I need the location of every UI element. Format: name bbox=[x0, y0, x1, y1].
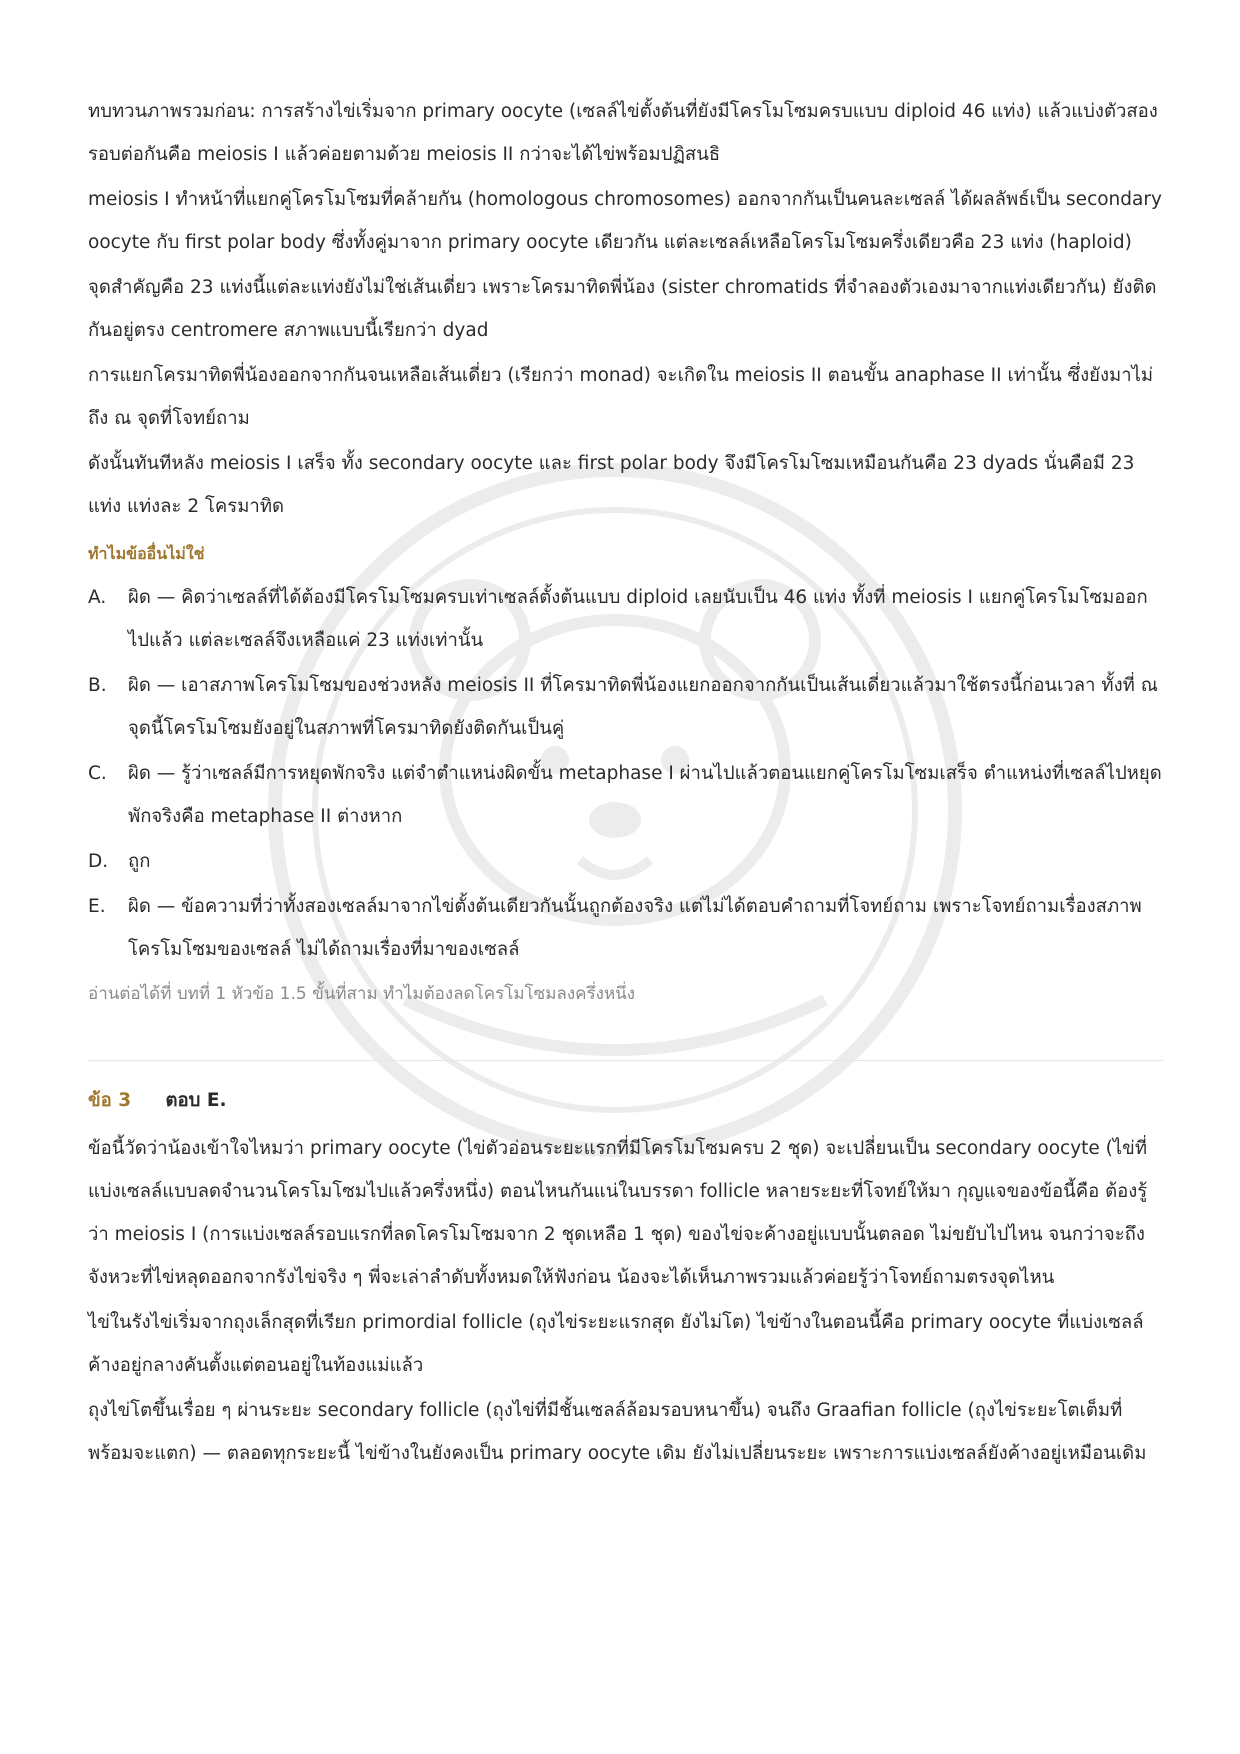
document-body bbox=[88, 90, 1163, 1477]
question-number: ข้อ 3 bbox=[88, 1090, 132, 1111]
intro-section bbox=[88, 90, 1163, 528]
intro-paragraph-2: meiosis I ทำหน้าที่แยกคู่โครโมโซมที่คล้ายกัน (homologous chromosomes) ออกจากกันเป็นคนละเซลล์ ได้ผลลัพธ์เป็น secondary oocyte กับ first polar body ซึ่งทั้งคู่มาจาก primary oocyte เดียวกัน แต่ละเซลล์เหลือโครโมโซมครึ่งเดียวคือ 23 แท่ง (haploid) bbox=[88, 189, 1162, 253]
choice-explanation: ผิด — เอาสภาพโครโมโซมของช่วงหลัง meiosis II ที่โครมาทิดพี่น้องแยกออกจากกันเป็นเส้นเดี่ยวแล้วมาใช้ตรงนี้ก่อนเวลา ทั้งที่ ณ จุดนี้โครโมโซมยังอยู่ในสภาพที่โครมาทิดยังติดกันเป็นคู่ bbox=[128, 675, 1158, 739]
choice-item-b bbox=[88, 664, 1163, 750]
section-divider bbox=[88, 1060, 1163, 1061]
choice-explanation: ถูก bbox=[128, 851, 151, 872]
question-3-explanation bbox=[88, 1127, 1163, 1475]
choice-item-d bbox=[88, 840, 1163, 883]
choice-letter: D. bbox=[88, 851, 109, 872]
question-3-header bbox=[88, 1081, 1163, 1121]
explanation-paragraph-3: ถุงไข่โตขึ้นเรื่อย ๆ ผ่านระยะ secondary follicle (ถุงไข่ที่มีชั้นเซลล์ล้อมรอบหนาขึ้น) จนถึง Graafian follicle (ถุงไข่ระยะโตเต็มที่ พร้อมจะแตก) — ตลอดทุกระยะนี้ ไข่ข้างในยังคงเป็น primary oocyte เดิม ยังไม่เปลี่ยนระยะ เพราะการแบ่งเซลล์ยังค้างอยู่เหมือนเดิม bbox=[88, 1400, 1147, 1464]
choice-item-c bbox=[88, 752, 1163, 838]
explanation-paragraph-1: ข้อนี้วัดว่าน้องเข้าใจไหมว่า primary oocyte (ไข่ตัวอ่อนระยะแรกที่มีโครโมโซมครบ 2 ชุด) จะเปลี่ยนเป็น secondary oocyte (ไข่ที่แบ่งเซลล์แบบลดจำนวนโครโมโซมไปแล้วครึ่งหนึ่ง) ตอนไหนกันแน่ในบรรดา follicle หลายระยะที่โจทย์ให้มา กุญแจของข้อนี้คือ ต้องรู้ว่า meiosis I (การแบ่งเซลล์รอบแรกที่ลดโครโมโซมจาก 2 ชุดเหลือ 1 ชุด) ของไข่จะค้างอยู่แบบนั้นตลอด ไม่ขยับไปไหน จนกว่าจะถึงจังหวะที่ไข่หลุดออกจากรังไข่จริง ๆ พี่จะเล่าลำดับทั้งหมดให้ฟังก่อน น้องจะได้เห็นภาพรวมแล้วค่อยรู้ว่าโจทย์ถามตรงจุดไหน bbox=[88, 1138, 1148, 1288]
intro-paragraph-5: ดังนั้นทันทีหลัง meiosis I เสร็จ ทั้ง secondary oocyte และ first polar body จึงมีโครโมโซมเหมือนกันคือ 23 dyads นั่นคือมี 23 แท่ง แท่งละ 2 โครมาทิด bbox=[88, 453, 1135, 517]
question-answer: ตอบ E. bbox=[165, 1090, 227, 1111]
explanation-paragraph-2: ไข่ในรังไข่เริ่มจากถุงเล็กสุดที่เรียก primordial follicle (ถุงไข่ระยะแรกสุด ยังไม่โต) ไข่ข้างในตอนนี้คือ primary oocyte ที่แบ่งเซลล์ค้างอยู่กลางคันตั้งแต่ตอนอยู่ในท้องแม่แล้ว bbox=[88, 1312, 1144, 1376]
read-more-reference: อ่านต่อได้ที่ บทที่ 1 หัวข้อ 1.5 ขั้นที่สาม ทำไมต้องลดโครโมโซมลงครึ่งหนึ่ง bbox=[88, 984, 636, 1004]
choice-explanation: ผิด — คิดว่าเซลล์ที่ได้ต้องมีโครโมโซมครบเท่าเซลล์ตั้งต้นแบบ diploid เลยนับเป็น 46 แท่ง ทั้งที่ meiosis I แยกคู่โครโมโซมออกไปแล้ว แต่ละเซลล์จึงเหลือแค่ 23 แท่งเท่านั้น bbox=[128, 587, 1148, 651]
choice-item-e bbox=[88, 885, 1163, 971]
choice-explanation: ผิด — ข้อความที่ว่าทั้งสองเซลล์มาจากไข่ตั้งต้นเดียวกันนั้นถูกต้องจริง แต่ไม่ได้ตอบคำถามที่โจทย์ถาม เพราะโจทย์ถามเรื่องสภาพโครโมโซมของเซลล์ ไม่ได้ถามเรื่องที่มาของเซลล์ bbox=[128, 896, 1142, 960]
choice-explanation: ผิด — รู้ว่าเซลล์มีการหยุดพักจริง แต่จำตำแหน่งผิดขั้น metaphase I ผ่านไปแล้วตอนแยกคู่โครโมโซมเสร็จ ตำแหน่งที่เซลล์ไปหยุดพักจริงคือ metaphase II ต่างหาก bbox=[128, 763, 1162, 827]
choice-letter: A. bbox=[88, 587, 107, 608]
choice-item-a bbox=[88, 576, 1163, 662]
intro-paragraph-3: จุดสำคัญคือ 23 แท่งนี้แต่ละแท่งยังไม่ใช่เส้นเดี่ยว เพราะโครมาทิดพี่น้อง (sister chromatids ที่จำลองตัวเองมาจากแท่งเดียวกัน) ยังติดกันอยู่ตรง centromere สภาพแบบนี้เรียกว่า dyad bbox=[88, 277, 1157, 341]
choice-letter: C. bbox=[88, 763, 107, 784]
intro-paragraph-4: การแยกโครมาทิดพี่น้องออกจากกันจนเหลือเส้นเดี่ยว (เรียกว่า monad) จะเกิดใน meiosis II ตอนขั้น anaphase II เท่านั้น ซึ่งยังมาไม่ถึง ณ จุดที่โจทย์ถาม bbox=[88, 365, 1154, 429]
choice-letter: B. bbox=[88, 675, 107, 696]
why-not-heading: ทำไมข้ออื่นไม่ใช่ bbox=[88, 544, 205, 563]
choice-list bbox=[88, 576, 1163, 971]
intro-paragraph-1: ทบทวนภาพรวมก่อน: การสร้างไข่เริ่มจาก primary oocyte (เซลล์ไข่ตั้งต้นที่ยังมีโครโมโซมครบแบบ diploid 46 แท่ง) แล้วแบ่งตัวสองรอบต่อกันคือ meiosis I แล้วค่อยตามด้วย meiosis II กว่าจะได้ไข่พร้อมปฏิสนธิ bbox=[88, 101, 1158, 165]
choice-letter: E. bbox=[88, 896, 106, 917]
